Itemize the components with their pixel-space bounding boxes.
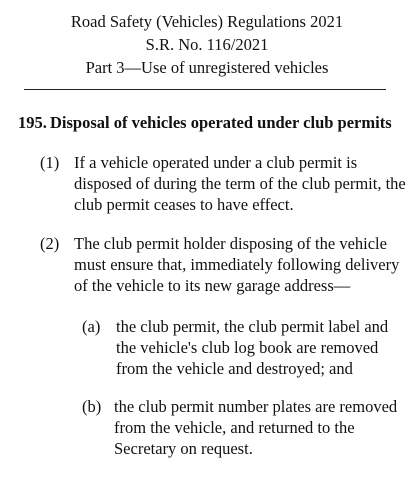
subsection-1-line-2: disposed of during the term of the club permit, the	[74, 174, 406, 193]
paragraph-b-line-3: Secretary on request.	[114, 439, 253, 458]
section-number: 195.	[18, 113, 47, 132]
paragraph-a-mark: (a)	[82, 317, 101, 336]
paragraph-b-mark: (b)	[82, 397, 102, 416]
subsection-2-line-3: of the vehicle to its new garage address—	[74, 276, 351, 295]
paragraph-a-line-3: from the vehicle and destroyed; and	[116, 359, 353, 378]
paragraph-b	[82, 396, 397, 459]
paragraph-a	[82, 316, 388, 379]
subsection-2-text	[74, 233, 399, 296]
paragraph-a-line-2: the vehicle's club log book are removed	[116, 338, 379, 357]
paragraph-a-line-1: the club permit, the club permit label and	[116, 317, 389, 336]
subsection-1-text	[74, 152, 406, 215]
subsection-1-mark: (1)	[40, 153, 60, 172]
section-title: Disposal of vehicles operated under club permits	[50, 113, 392, 132]
statutory-rule-number: S.R. No. 116/2021	[145, 35, 269, 54]
part-heading: Part 3—Use of unregistered vehicles	[85, 58, 329, 77]
paragraph-b-text	[114, 396, 397, 459]
regulation-title: Road Safety (Vehicles) Regulations 2021	[70, 12, 344, 31]
section-heading	[18, 113, 392, 133]
subsection-2-mark: (2)	[40, 234, 60, 253]
paragraph-a-text	[116, 316, 388, 379]
subsection-2-line-2: must ensure that, immediately following delivery	[74, 255, 400, 274]
subsection-1-line-3: club permit ceases to have effect.	[74, 195, 294, 214]
subsection-2-line-1: The club permit holder disposing of the vehicle	[74, 234, 387, 253]
paragraph-b-line-2: from the vehicle, and returned to the	[114, 418, 355, 437]
header-divider	[24, 89, 386, 90]
subsection-2	[40, 233, 399, 296]
subsection-1	[40, 152, 406, 215]
paragraph-b-line-1: the club permit number plates are removed	[114, 397, 398, 416]
subsection-1-line-1: If a vehicle operated under a club permit is	[74, 153, 358, 172]
